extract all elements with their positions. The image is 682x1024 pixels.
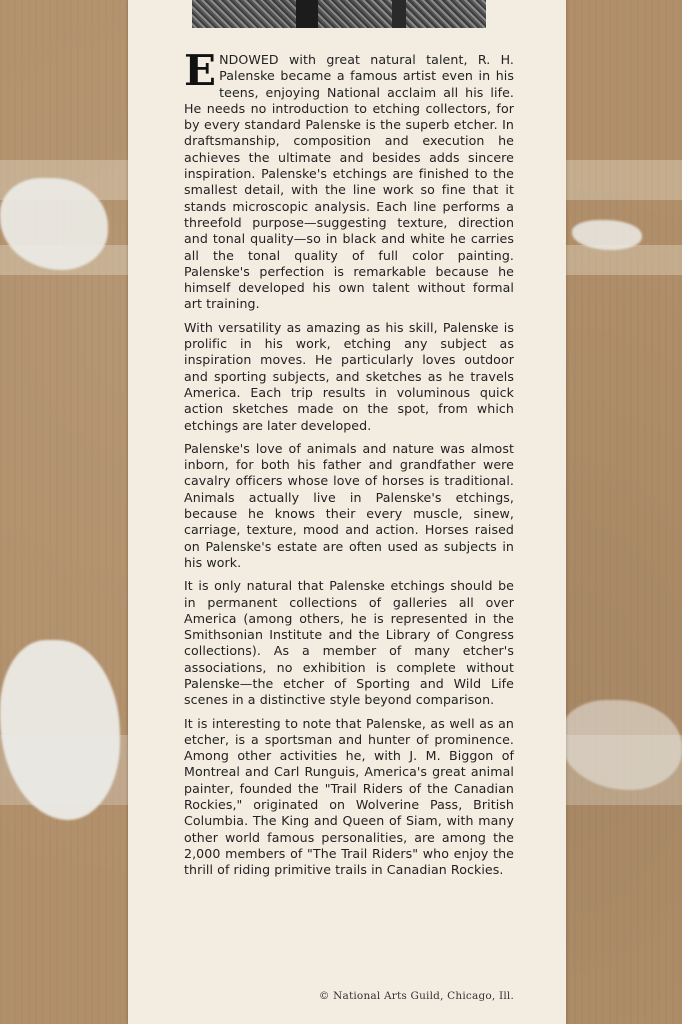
drop-cap: E (184, 46, 217, 95)
article-body (184, 46, 514, 886)
paragraph-text: NDOWED with great natural talent, R. H. Palenske became a famous artist even in his teens, enjoying National acclaim all his life. He needs no introduction to etching collectors, for by every standard Palenske is the superb etcher. In draftsmanship, composition and execution he achieves the ultimate and besides adds sincere inspiration. Palenske's etchings are finished to the smallest detail, with the line work so fine that it stands microscopic analysis. Each line performs a threefold purpose—suggesting texture, direction and tonal quality—so in black and white he carries all the tonal quality of full color painting. Palenske's perfection is remarkable because he himself developed his own talent without formal art training. (184, 52, 514, 312)
etching-photo-fragment (192, 0, 486, 28)
photo-figure (392, 0, 406, 28)
paragraph: It is only natural that Palenske etchings should be in permanent collections of galleries all over America (among others, he is represented in the Smithsonian Institute and the Library of Congress collections). As a member of many etcher's associations, no exhibition is complete without Palenske—the etcher of Sporting and Wild Life scenes in a distinctive style beyond comparison. (184, 578, 514, 708)
photo-figure (296, 0, 318, 28)
printed-leaflet (128, 0, 566, 1024)
paragraph: It is interesting to note that Palenske, as well as an etcher, is a sportsman and hunter of prominence. Among other activities he, with J. M. Biggon of Montreal and Carl Runguis, America's great animal painter, founded the "Trail Riders of the Canadian Rockies," originated on Wolverine Pass, British Columbia. The King and Queen of Siam, with many other world famous personalities, are among the 2,000 members of "The Trail Riders" who enjoy the thrill of riding primitive trails in Canadian Rockies. (184, 715, 514, 878)
paragraph (184, 46, 514, 313)
paragraph: With versatility as amazing as his skill, Palenske is prolific in his work, etching any subject as inspiration moves. He particularly loves outdoor and sporting subjects, and sketches as he travels America. Each trip results in voluminous quick action sketches made on the spot, from which etchings are later developed. (184, 319, 514, 433)
copyright-notice: © National Arts Guild, Chicago, Ill. (318, 990, 514, 1002)
paragraph: Palenske's love of animals and nature was almost inborn, for both his father and grandfather were cavalry officers whose love of horses is traditional. Animals actually live in Palenske's etchings, because he knows their every muscle, sinew, carriage, texture, mood and action. Horses raised on Palenske's estate are often used as subjects in his work. (184, 440, 514, 570)
